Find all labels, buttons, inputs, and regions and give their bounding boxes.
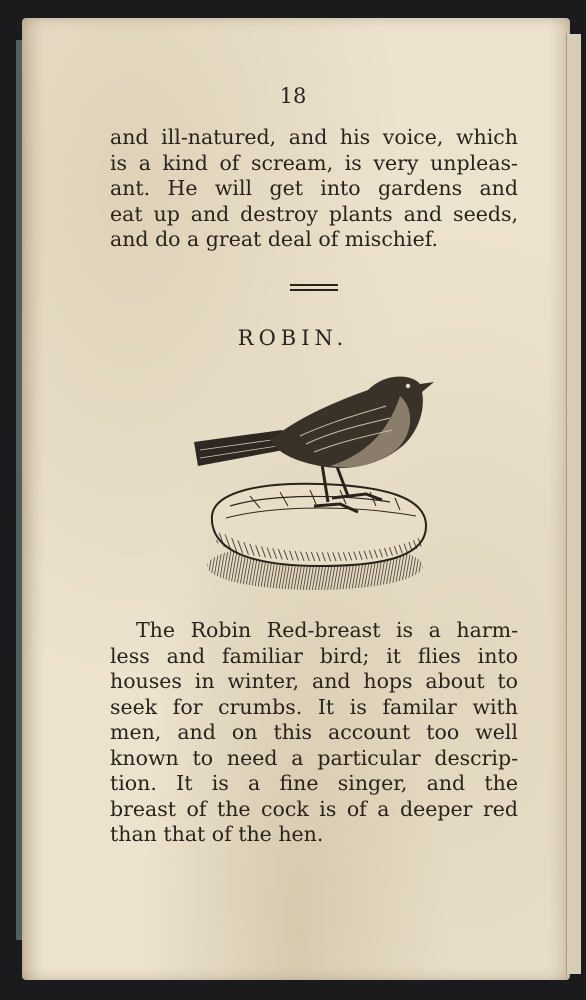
paragraph-line: is a kind of scream, is very unpleas-: [110, 150, 518, 175]
section-divider: [290, 284, 338, 291]
paragraph-2: [110, 618, 518, 848]
paragraph-line: seek for crumbs. It is familar with: [110, 694, 518, 719]
paragraph-line: than that of the hen.: [110, 822, 324, 846]
paragraph-line: and ill-natured, and his voice, which: [110, 125, 518, 149]
section-heading: ROBIN.: [237, 326, 349, 350]
paragraph-line: tion. It is a fine singer, and the: [110, 771, 518, 795]
paragraph-line: ant. He will get into gardens and: [110, 176, 518, 200]
paragraph-line: The Robin Red-breast is a harm-: [136, 618, 518, 642]
paragraph-line: breast of the cock is of a deeper red: [110, 796, 518, 821]
paragraph-line: eat up and destroy plants and seeds,: [110, 201, 518, 226]
paragraph-line: men, and on this account too well: [110, 720, 518, 744]
robin-eye: [406, 384, 410, 388]
paragraph-line: houses in winter, and hops about to: [110, 669, 518, 693]
robin-illustration: [190, 366, 440, 598]
paragraph-line: known to need a particular descrip-: [110, 745, 518, 770]
next-page-edge: [566, 34, 581, 974]
paragraph-line: and do a great deal of mischief.: [110, 227, 439, 251]
paragraph-line: less and familiar bird; it flies into: [110, 643, 518, 668]
page-number: 18: [279, 84, 307, 108]
paragraph-1: [110, 125, 518, 253]
